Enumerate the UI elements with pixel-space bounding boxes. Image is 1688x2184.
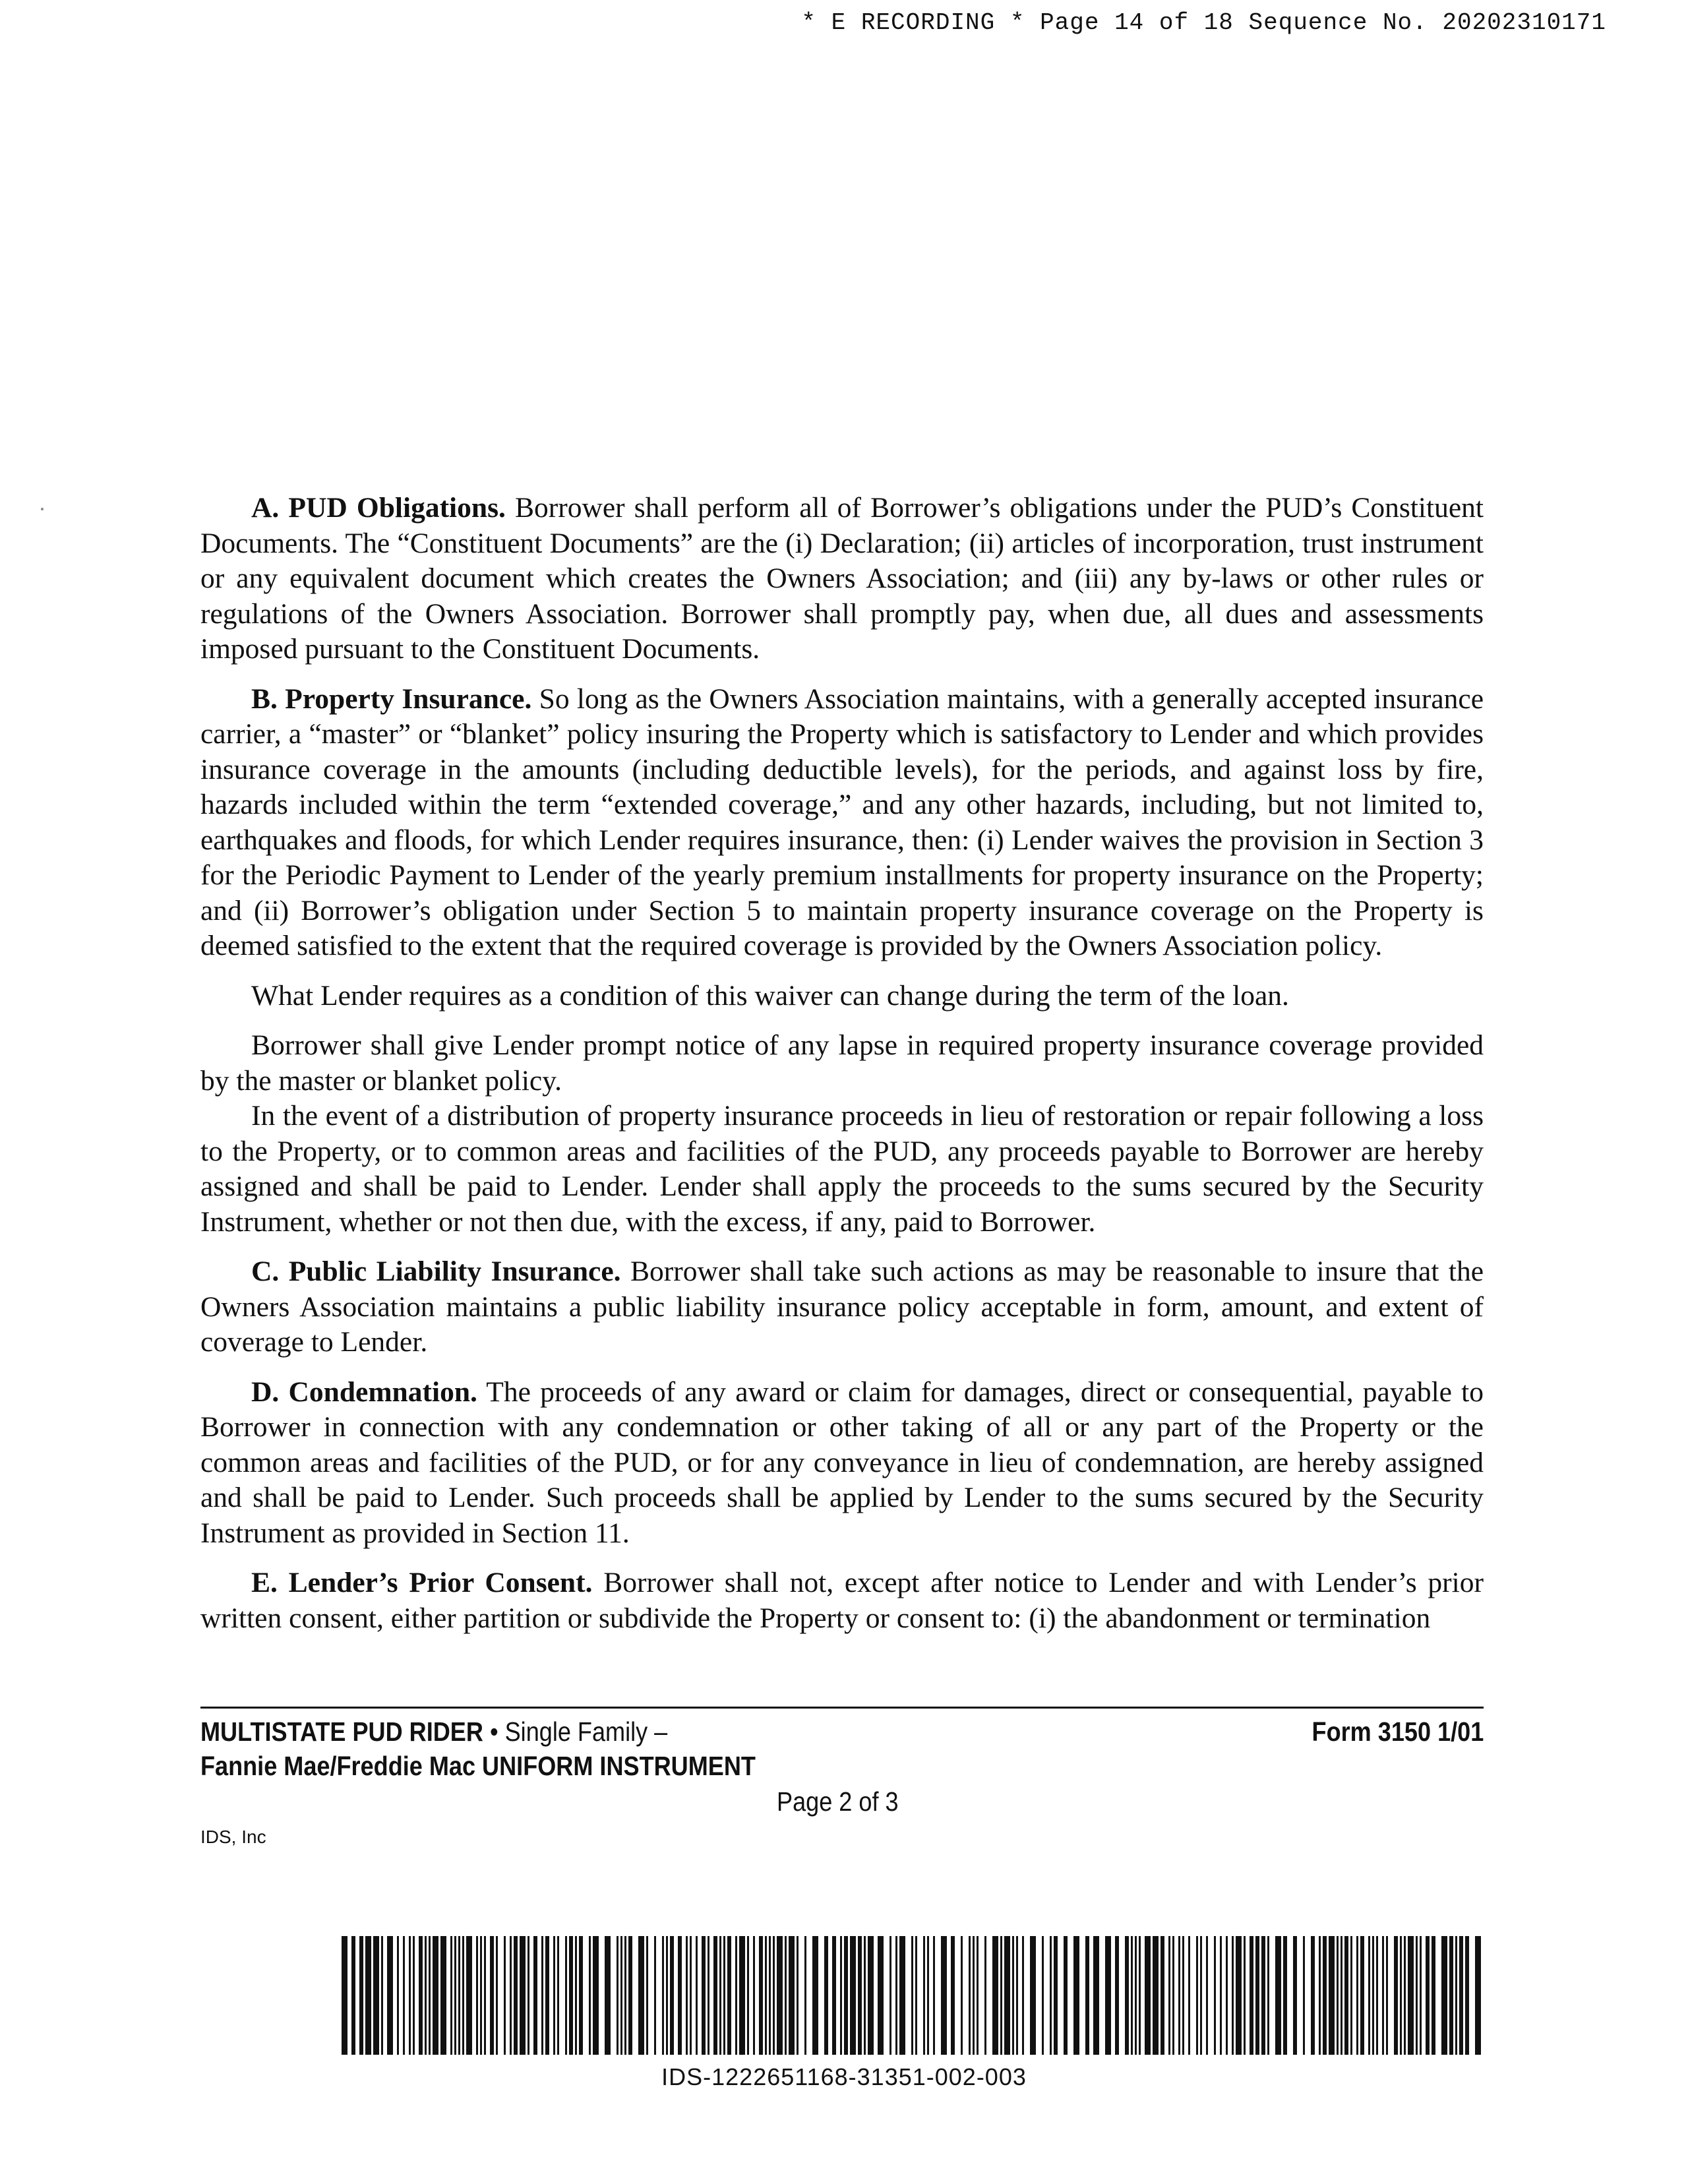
barcode-bar xyxy=(933,1936,935,2055)
barcode-bar xyxy=(458,1936,460,2055)
barcode-bar xyxy=(413,1936,415,2055)
barcode-bar xyxy=(1432,1936,1435,2055)
barcode-bar xyxy=(690,1936,692,2055)
barcode-bar xyxy=(969,1936,971,2055)
barcode-bar xyxy=(365,1936,371,2055)
barcode-bar xyxy=(462,1936,464,2055)
barcode-bar xyxy=(723,1936,725,2055)
barcode-bar xyxy=(1196,1936,1198,2055)
barcode-bar xyxy=(1394,1936,1398,2055)
barcode-bar xyxy=(1267,1936,1269,2055)
barcode-bar xyxy=(628,1936,632,2055)
section-e-body: Borrower shall not, except after notice to Lender and with Lender’s prior written consent, either partition or subdivide the Property or consent to: (i) the abandonment or termination xyxy=(200,1567,1484,1634)
barcode-bar xyxy=(864,1936,866,2055)
barcode-bar xyxy=(1337,1936,1339,2055)
barcode-bar xyxy=(1255,1936,1259,2055)
form-title-bold: MULTISTATE PUD RIDER xyxy=(200,1716,483,1747)
barcode-bar xyxy=(1139,1936,1141,2055)
barcode-bar xyxy=(450,1936,452,2055)
barcode-bar xyxy=(1244,1936,1246,2055)
section-a-body: Borrower shall perform all of Borrower’s obligations under the PUD’s Constituent Documents. The “Constituent Documents” are the (i) Declaration; (ii) articles of incorporation, trust instrument or any equivalent document which creates the Owners Association; and (iii) any by-laws or other rules or regulations of the Owners Association. Borrower shall promptly pay, when due, all dues and assessments imposed pursuant to the Constituent Documents. xyxy=(200,492,1484,665)
page-number: Page 2 of 3 xyxy=(777,1786,899,1817)
barcode-bar xyxy=(1200,1936,1202,2055)
barcode-bar xyxy=(1376,1936,1378,2055)
barcode-bar xyxy=(753,1936,755,2055)
barcode-bar xyxy=(1441,1936,1447,2055)
barcode-bar xyxy=(1275,1936,1281,2055)
barcode-bar xyxy=(351,1936,355,2055)
barcode-bar xyxy=(605,1936,611,2055)
barcode-bar xyxy=(1012,1936,1014,2055)
barcode-bar xyxy=(569,1936,573,2055)
section-e xyxy=(200,1565,1484,1636)
barcode-bar xyxy=(1250,1936,1253,2055)
document-body xyxy=(200,491,1484,1636)
barcode-bar xyxy=(440,1936,446,2055)
barcode-bar xyxy=(789,1936,795,2055)
barcode-bar xyxy=(1050,1936,1052,2055)
barcode-graphic xyxy=(342,1936,1482,2055)
barcode-bar xyxy=(403,1936,405,2055)
barcode-bar xyxy=(992,1936,998,2055)
barcode-bar xyxy=(911,1936,913,2055)
barcode-bar xyxy=(765,1936,767,2055)
barcode-bar xyxy=(1344,1936,1348,2055)
barcode-bar xyxy=(1232,1936,1234,2055)
barcode-bar xyxy=(565,1936,567,2055)
barcode-bar xyxy=(510,1936,512,2055)
barcode-bar xyxy=(769,1936,771,2055)
barcode-bar xyxy=(1350,1936,1352,2055)
barcode-bar xyxy=(951,1936,955,2055)
barcode-bar xyxy=(1168,1936,1170,2055)
section-b-heading: B. Property Insurance. xyxy=(251,682,532,715)
barcode-bar xyxy=(553,1936,555,2055)
barcode-bar xyxy=(1042,1936,1044,2055)
barcode-bar xyxy=(1311,1936,1315,2055)
barcode-bar xyxy=(1105,1936,1111,2055)
barcode-bar xyxy=(1459,1936,1463,2055)
barcode-bar xyxy=(713,1936,717,2055)
section-c-heading: C. Public Liability Insurance. xyxy=(251,1256,621,1287)
barcode-bar xyxy=(1283,1936,1287,2055)
barcode-bar xyxy=(541,1936,543,2055)
barcode-bar xyxy=(1293,1936,1297,2055)
barcode-bar xyxy=(1182,1936,1184,2055)
barcode-bar xyxy=(747,1936,749,2055)
section-c xyxy=(200,1254,1484,1360)
barcode-bar xyxy=(735,1936,737,2055)
barcode-bar xyxy=(1356,1936,1358,2055)
form-title xyxy=(200,1714,667,1749)
barcode-bar xyxy=(1206,1936,1208,2055)
barcode-bar xyxy=(528,1936,529,2055)
barcode-bar xyxy=(858,1936,862,2055)
section-d-body: The proceeds of any award or claim for damages, direct or consequential, payable to Borrower in connection with any condemnation or other taking of all or any part of the Property or the common areas and facilities of the PUD, or for any conveyance in lieu of condemnation, are hereby assigned and shall be paid to Lender. Such proceeds shall be applied by Lender to the sums secured by the Security Instrument as provided in Section 11. xyxy=(200,1376,1484,1549)
form-subtitle: Fannie Mae/Freddie Mac UNIFORM INSTRUMENT xyxy=(200,1751,756,1781)
barcode-bar xyxy=(759,1936,763,2055)
barcode-bar xyxy=(868,1936,874,2055)
barcode-bar xyxy=(899,1936,905,2055)
barcode-bar xyxy=(593,1936,599,2055)
scan-speck xyxy=(41,508,44,510)
barcode-bar xyxy=(1426,1936,1430,2055)
barcode-caption: IDS-1222651168-31351-002-003 xyxy=(661,2063,1027,2090)
recording-header: * E RECORDING * Page 14 of 18 Sequence No. 20202310171 xyxy=(801,9,1606,36)
barcode-bar xyxy=(927,1936,929,2055)
barcode-bar xyxy=(476,1936,478,2055)
barcode-bar xyxy=(727,1936,731,2055)
barcode-bar xyxy=(1064,1936,1068,2055)
form-title-rest: • Single Family – xyxy=(483,1716,668,1747)
barcode-bar xyxy=(1372,1936,1374,2055)
barcode-bar xyxy=(1160,1936,1164,2055)
barcode-bar xyxy=(1022,1936,1024,2055)
barcode-bar xyxy=(454,1936,456,2055)
footer-divider xyxy=(200,1707,1484,1709)
barcode-bar xyxy=(1303,1936,1305,2055)
barcode-bar xyxy=(620,1936,622,2055)
section-b-paragraph-2: What Lender requires as a condition of this waiver can change during the term of the loan. xyxy=(251,979,1289,1012)
barcode-bar xyxy=(702,1936,706,2055)
barcode-bar xyxy=(433,1936,438,2055)
barcode-bar xyxy=(1073,1936,1079,2055)
barcode-bar xyxy=(429,1936,431,2055)
barcode-bar xyxy=(1323,1936,1327,2055)
barcode-bar xyxy=(889,1936,891,2055)
barcode-bar xyxy=(777,1936,783,2055)
barcode-bar xyxy=(1030,1936,1036,2055)
barcode-bar xyxy=(1261,1936,1265,2055)
barcode-bar xyxy=(686,1936,688,2055)
barcode-bar xyxy=(1000,1936,1002,2055)
barcode-bar xyxy=(895,1936,897,2055)
barcode-bar xyxy=(1153,1936,1159,2055)
barcode-bar xyxy=(804,1936,806,2055)
barcode-bar xyxy=(840,1936,842,2055)
barcode-bar xyxy=(1236,1936,1242,2055)
barcode-bar xyxy=(773,1936,775,2055)
barcode-bar xyxy=(589,1936,591,2055)
barcode-bar xyxy=(359,1936,363,2055)
barcode-bar xyxy=(1368,1936,1370,2055)
barcode-bar xyxy=(387,1936,393,2055)
barcode-bar xyxy=(915,1936,917,2055)
barcode-bar xyxy=(1319,1936,1321,2055)
barcode-bar xyxy=(484,1936,486,2055)
barcode-bar xyxy=(708,1936,709,2055)
section-b-body: So long as the Owners Association maintains, with a generally accepted insurance carrier, a “master” or “blanket” policy insuring the Property which is satisfactory to Lender and which provides insurance coverage in the amounts (including deductible levels), for the periods, and against loss by fire, hazards included within the term “extended coverage,” and any other hazards, including, but not limited to, earthquakes and floods, for which Lender requires insurance, then: (i) Lender waives the provision in Section 3 for the Periodic Payment to Lender of the yearly premium installments for property insurance on the Property; and (ii) Borrower’s obligation under Section 5 to maintain property insurance coverage on the Property is deemed satisfied to the extent that the required coverage is provided by the Owners Association policy. xyxy=(200,682,1484,961)
barcode-bar xyxy=(961,1936,963,2055)
barcode-bar xyxy=(973,1936,975,2055)
barcode-bar xyxy=(824,1936,828,2055)
barcode-bar xyxy=(941,1936,947,2055)
barcode-bar xyxy=(1455,1936,1457,2055)
barcode-bar xyxy=(1329,1936,1335,2055)
barcode-bar xyxy=(1420,1936,1422,2055)
barcode-bar xyxy=(785,1936,787,2055)
barcode-bar xyxy=(719,1936,721,2055)
barcode-bar xyxy=(1341,1936,1342,2055)
barcode-bar xyxy=(1465,1936,1469,2055)
barcode-bar xyxy=(739,1936,745,2055)
barcode-bar xyxy=(1093,1936,1099,2055)
barcode-bar xyxy=(638,1936,644,2055)
barcode-bar xyxy=(1125,1936,1129,2055)
barcode-bar xyxy=(646,1936,648,2055)
barcode-bar xyxy=(514,1936,518,2055)
barcode-bar xyxy=(1416,1936,1418,2055)
barcode-bar xyxy=(1054,1936,1058,2055)
barcode-bar xyxy=(1214,1936,1216,2055)
barcode-bar xyxy=(1220,1936,1222,2055)
barcode-bar xyxy=(373,1936,379,2055)
barcode-bar xyxy=(425,1936,427,2055)
barcode-bar xyxy=(1115,1936,1119,2055)
barcode-bar xyxy=(797,1936,799,2055)
barcode-bar xyxy=(575,1936,577,2055)
section-b xyxy=(200,682,1484,964)
section-c-body: Borrower shall take such actions as may be reasonable to insure that the Owners Association maintains a public liability insurance policy acceptable in form, amount, and extent of coverage to Lender. xyxy=(200,1256,1484,1358)
barcode-bar xyxy=(662,1936,664,2055)
barcode-bar xyxy=(419,1936,423,2055)
barcode-bar xyxy=(1360,1936,1364,2055)
section-e-heading: E. Lender’s Prior Consent. xyxy=(251,1567,593,1598)
barcode-bar xyxy=(1135,1936,1137,2055)
section-a-heading: A. PUD Obligations. xyxy=(251,492,506,524)
barcode-bar xyxy=(1085,1936,1089,2055)
barcode-bar xyxy=(480,1936,482,2055)
barcode-bar xyxy=(1449,1936,1453,2055)
barcode-bar xyxy=(1188,1936,1190,2055)
barcode-bar xyxy=(397,1936,399,2055)
barcode-bar xyxy=(844,1936,848,2055)
barcode-bar xyxy=(557,1936,559,2055)
barcode-bar xyxy=(1172,1936,1174,2055)
barcode-bar xyxy=(466,1936,472,2055)
barcode-bar xyxy=(1408,1936,1414,2055)
barcode-bar xyxy=(812,1936,818,2055)
barcode-bar xyxy=(654,1936,656,2055)
barcode-bar xyxy=(1131,1936,1133,2055)
barcode-bar xyxy=(984,1936,986,2055)
barcode-bar xyxy=(624,1936,626,2055)
barcode-bar xyxy=(1145,1936,1151,2055)
barcode-bar xyxy=(409,1936,411,2055)
barcode-bar xyxy=(496,1936,498,2055)
barcode-bar xyxy=(490,1936,494,2055)
barcode-bar xyxy=(1004,1936,1010,2055)
barcode-bar xyxy=(1016,1936,1018,2055)
barcode-bar xyxy=(1400,1936,1402,2055)
barcode-bar xyxy=(850,1936,856,2055)
section-d-heading: D. Condemnation. xyxy=(251,1376,477,1408)
barcode-bar xyxy=(923,1936,925,2055)
barcode-bar xyxy=(1382,1936,1384,2055)
barcode-bar xyxy=(678,1936,682,2055)
section-b-paragraph-3: Borrower shall give Lender prompt notice of any lapse in required property insurance coverage provided by the master or blanket policy. xyxy=(200,1029,1484,1097)
barcode-bar xyxy=(977,1936,979,2055)
barcode-bar xyxy=(1386,1936,1388,2055)
barcode-bar xyxy=(832,1936,836,2055)
barcode-bar xyxy=(381,1936,383,2055)
barcode-bar xyxy=(579,1936,583,2055)
barcode-bar xyxy=(1404,1936,1406,2055)
section-d xyxy=(200,1375,1484,1552)
barcode-bar xyxy=(520,1936,526,2055)
barcode-bar xyxy=(666,1936,668,2055)
barcode-bar xyxy=(504,1936,506,2055)
vendor-label: IDS, Inc xyxy=(200,1827,266,1847)
barcode-bar xyxy=(617,1936,618,2055)
barcode-bar xyxy=(670,1936,674,2055)
section-b-paragraph-4: In the event of a distribution of property insurance proceeds in lieu of restoration or repair following a loss to the Property, or to common areas and facilities of the PUD, any proceeds payable to Borrower are hereby assigned and shall be paid to Lender. Lender shall apply the proceeds to the sums secured by the Security Instrument, whether or not then due, with the excess, if any, paid to Borrower. xyxy=(200,1100,1484,1238)
section-a xyxy=(200,491,1484,667)
barcode-bar xyxy=(1475,1936,1481,2055)
barcode-bar xyxy=(1178,1936,1180,2055)
barcode-bar xyxy=(545,1936,549,2055)
barcode-bar xyxy=(1226,1936,1228,2055)
barcode-bar xyxy=(878,1936,884,2055)
barcode-bar xyxy=(696,1936,698,2055)
barcode-bar xyxy=(342,1936,347,2055)
barcode-bar xyxy=(533,1936,537,2055)
form-number: Form 3150 1/01 xyxy=(1311,1716,1484,1747)
